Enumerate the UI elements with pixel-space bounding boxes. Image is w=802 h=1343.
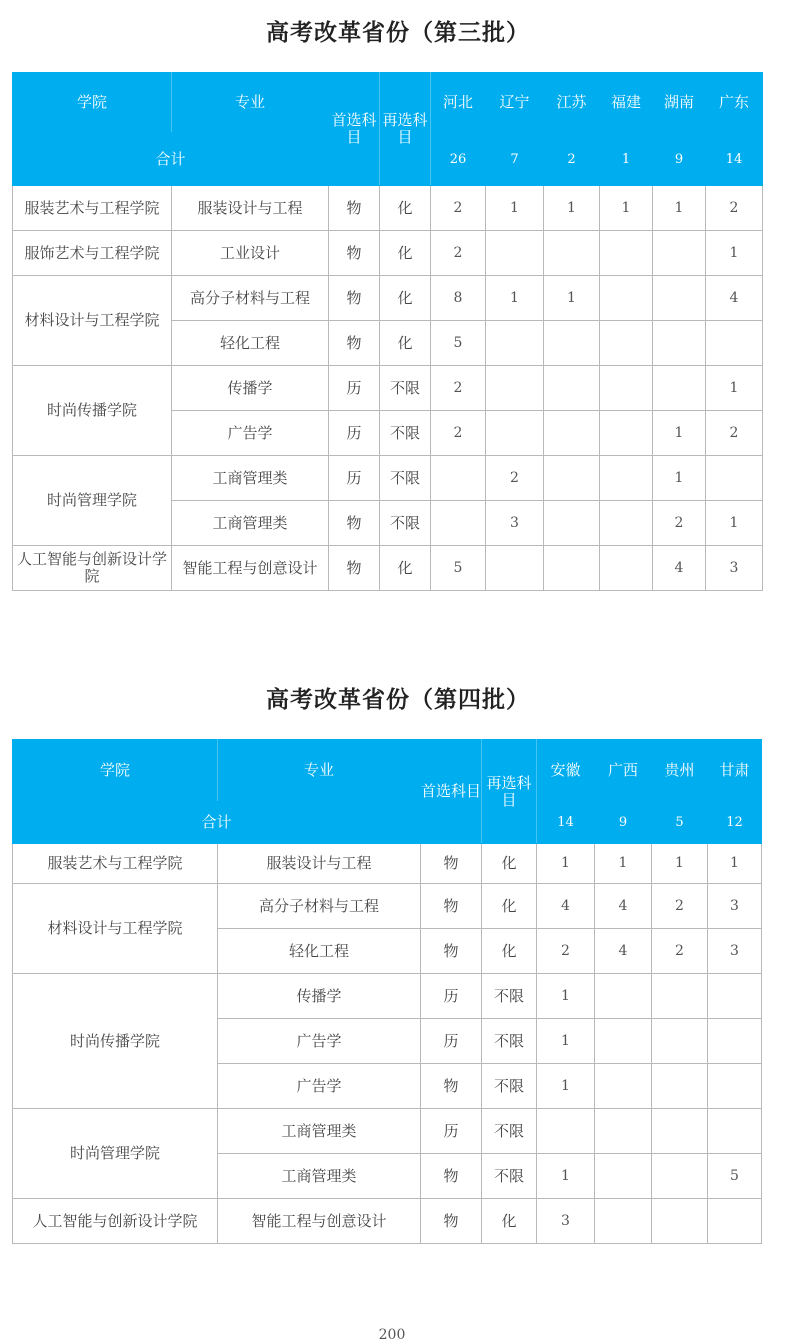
count-cell: 3	[706, 546, 763, 591]
second-subject-cell: 化	[482, 929, 537, 974]
college-cell: 时尚管理学院	[13, 1109, 218, 1199]
header-second-subject: 再选科目	[482, 740, 537, 844]
table-row	[13, 366, 763, 411]
count-cell: 2	[652, 929, 708, 974]
table-row	[13, 546, 763, 591]
count-cell: 2	[431, 231, 486, 276]
count-cell: 2	[652, 884, 708, 929]
count-cell	[653, 276, 706, 321]
first-subject-cell: 物	[329, 321, 380, 366]
header-total-label: 合计	[13, 133, 329, 186]
header-major: 专业	[172, 73, 329, 133]
college-cell: 材料设计与工程学院	[13, 276, 172, 366]
count-cell: 3	[537, 1199, 595, 1244]
table-row	[13, 276, 763, 321]
first-subject-cell: 物	[421, 884, 482, 929]
header-total-label: 合计	[13, 802, 421, 844]
count-cell: 1	[653, 186, 706, 231]
count-cell	[595, 974, 652, 1019]
count-cell: 4	[595, 884, 652, 929]
header-major: 专业	[218, 740, 421, 802]
batch4-title: 高考改革省份（第四批）	[266, 687, 530, 713]
header-first-subject: 首选科目	[329, 73, 380, 186]
header-college: 学院	[13, 73, 172, 133]
count-cell	[486, 321, 544, 366]
count-cell: 3	[708, 884, 762, 929]
major-cell: 工业设计	[172, 231, 329, 276]
count-cell	[600, 501, 653, 546]
second-subject-cell: 化	[482, 844, 537, 884]
second-subject-cell: 不限	[482, 1064, 537, 1109]
count-cell: 1	[544, 276, 600, 321]
table-row	[13, 884, 762, 929]
count-cell	[706, 321, 763, 366]
count-cell	[600, 321, 653, 366]
college-cell: 材料设计与工程学院	[13, 884, 218, 974]
table-row	[13, 1199, 762, 1244]
second-subject-cell: 化	[482, 884, 537, 929]
count-cell	[486, 546, 544, 591]
first-subject-cell: 物	[421, 1154, 482, 1199]
header-province: 广西	[595, 740, 652, 802]
header-total: 14	[706, 133, 763, 186]
count-cell: 4	[595, 929, 652, 974]
second-subject-cell: 化	[380, 231, 431, 276]
count-cell	[652, 1064, 708, 1109]
second-subject-cell: 不限	[482, 1019, 537, 1064]
page-number: 200	[378, 1327, 406, 1343]
count-cell	[652, 1199, 708, 1244]
first-subject-cell: 物	[421, 929, 482, 974]
count-cell	[600, 366, 653, 411]
header-province: 江苏	[544, 73, 600, 133]
count-cell: 5	[708, 1154, 762, 1199]
count-cell: 1	[537, 974, 595, 1019]
header-college: 学院	[13, 740, 218, 802]
college-cell: 人工智能与创新设计学院	[13, 546, 172, 591]
count-cell	[431, 501, 486, 546]
count-cell: 4	[653, 546, 706, 591]
count-cell: 1	[652, 844, 708, 884]
second-subject-cell: 不限	[380, 366, 431, 411]
count-cell	[600, 276, 653, 321]
count-cell	[652, 1019, 708, 1064]
count-cell	[706, 456, 763, 501]
college-cell: 时尚管理学院	[13, 456, 172, 546]
count-cell: 3	[486, 501, 544, 546]
batch3-title: 高考改革省份（第三批）	[266, 20, 530, 46]
count-cell	[653, 321, 706, 366]
header-second-subject: 再选科目	[380, 73, 431, 186]
count-cell: 1	[706, 231, 763, 276]
college-cell: 服饰艺术与工程学院	[13, 231, 172, 276]
count-cell	[652, 1154, 708, 1199]
header-province: 广东	[706, 73, 763, 133]
count-cell	[595, 1154, 652, 1199]
count-cell	[708, 974, 762, 1019]
header-province: 安徽	[537, 740, 595, 802]
count-cell	[544, 456, 600, 501]
count-cell: 2	[486, 456, 544, 501]
college-cell: 服装艺术与工程学院	[13, 186, 172, 231]
major-cell: 广告学	[172, 411, 329, 456]
college-cell: 人工智能与创新设计学院	[13, 1199, 218, 1244]
count-cell: 4	[706, 276, 763, 321]
count-cell: 2	[537, 929, 595, 974]
count-cell: 5	[431, 546, 486, 591]
count-cell: 1	[653, 456, 706, 501]
header-province: 甘肃	[708, 740, 762, 802]
major-cell: 工商管理类	[172, 456, 329, 501]
count-cell: 2	[706, 186, 763, 231]
major-cell: 传播学	[172, 366, 329, 411]
count-cell: 5	[431, 321, 486, 366]
count-cell: 1	[537, 1154, 595, 1199]
count-cell	[544, 366, 600, 411]
header-province: 湖南	[653, 73, 706, 133]
major-cell: 广告学	[218, 1019, 421, 1064]
count-cell: 1	[537, 1019, 595, 1064]
major-cell: 广告学	[218, 1064, 421, 1109]
count-cell	[486, 366, 544, 411]
count-cell: 1	[706, 366, 763, 411]
count-cell: 2	[431, 186, 486, 231]
first-subject-cell: 物	[329, 186, 380, 231]
count-cell	[600, 231, 653, 276]
count-cell: 8	[431, 276, 486, 321]
first-subject-cell: 物	[329, 276, 380, 321]
count-cell: 1	[486, 276, 544, 321]
count-cell: 1	[486, 186, 544, 231]
table-row	[13, 186, 763, 231]
count-cell: 2	[431, 366, 486, 411]
header-total: 26	[431, 133, 486, 186]
table-row	[13, 974, 762, 1019]
table-row	[13, 456, 763, 501]
major-cell: 工商管理类	[172, 501, 329, 546]
first-subject-cell: 历	[421, 1019, 482, 1064]
count-cell	[595, 1019, 652, 1064]
second-subject-cell: 不限	[482, 1154, 537, 1199]
first-subject-cell: 历	[421, 1109, 482, 1154]
header-province: 辽宁	[486, 73, 544, 133]
header-province: 福建	[600, 73, 653, 133]
second-subject-cell: 化	[380, 186, 431, 231]
count-cell	[653, 366, 706, 411]
major-cell: 轻化工程	[218, 929, 421, 974]
first-subject-cell: 历	[421, 974, 482, 1019]
count-cell	[544, 411, 600, 456]
count-cell	[486, 411, 544, 456]
major-cell: 智能工程与创意设计	[172, 546, 329, 591]
count-cell: 1	[706, 501, 763, 546]
batch4-table	[12, 739, 762, 1244]
header-total: 7	[486, 133, 544, 186]
second-subject-cell: 化	[380, 276, 431, 321]
first-subject-cell: 物	[421, 1199, 482, 1244]
count-cell	[652, 1109, 708, 1154]
major-cell: 服装设计与工程	[218, 844, 421, 884]
header-province: 贵州	[652, 740, 708, 802]
first-subject-cell: 物	[421, 1064, 482, 1109]
header-total: 5	[652, 802, 708, 844]
first-subject-cell: 历	[329, 366, 380, 411]
count-cell: 1	[653, 411, 706, 456]
table-row	[13, 844, 762, 884]
table-row	[13, 1109, 762, 1154]
count-cell: 2	[653, 501, 706, 546]
count-cell	[708, 1109, 762, 1154]
count-cell	[600, 411, 653, 456]
count-cell: 1	[544, 186, 600, 231]
header-total: 9	[595, 802, 652, 844]
count-cell	[544, 546, 600, 591]
count-cell: 1	[537, 844, 595, 884]
first-subject-cell: 历	[329, 411, 380, 456]
count-cell	[708, 1199, 762, 1244]
college-cell: 时尚传播学院	[13, 974, 218, 1109]
count-cell: 1	[595, 844, 652, 884]
header-total: 2	[544, 133, 600, 186]
header-total: 14	[537, 802, 595, 844]
first-subject-cell: 物	[329, 546, 380, 591]
major-cell: 高分子材料与工程	[172, 276, 329, 321]
major-cell: 工商管理类	[218, 1109, 421, 1154]
major-cell: 高分子材料与工程	[218, 884, 421, 929]
count-cell: 3	[708, 929, 762, 974]
count-cell	[486, 231, 544, 276]
count-cell	[708, 1019, 762, 1064]
header-total: 1	[600, 133, 653, 186]
major-cell: 智能工程与创意设计	[218, 1199, 421, 1244]
count-cell: 2	[431, 411, 486, 456]
count-cell: 4	[537, 884, 595, 929]
count-cell	[544, 231, 600, 276]
first-subject-cell: 物	[329, 501, 380, 546]
major-cell: 工商管理类	[218, 1154, 421, 1199]
count-cell	[595, 1199, 652, 1244]
second-subject-cell: 不限	[482, 1109, 537, 1154]
college-cell: 服装艺术与工程学院	[13, 844, 218, 884]
college-cell: 时尚传播学院	[13, 366, 172, 456]
second-subject-cell: 不限	[482, 974, 537, 1019]
count-cell	[544, 501, 600, 546]
count-cell: 2	[706, 411, 763, 456]
second-subject-cell: 化	[482, 1199, 537, 1244]
count-cell	[600, 456, 653, 501]
count-cell	[600, 546, 653, 591]
major-cell: 传播学	[218, 974, 421, 1019]
header-total: 9	[653, 133, 706, 186]
count-cell	[653, 231, 706, 276]
count-cell: 1	[600, 186, 653, 231]
table-row	[13, 231, 763, 276]
count-cell: 1	[537, 1064, 595, 1109]
header-province: 河北	[431, 73, 486, 133]
count-cell	[431, 456, 486, 501]
count-cell	[708, 1064, 762, 1109]
major-cell: 服装设计与工程	[172, 186, 329, 231]
second-subject-cell: 不限	[380, 456, 431, 501]
count-cell	[595, 1109, 652, 1154]
major-cell: 轻化工程	[172, 321, 329, 366]
second-subject-cell: 化	[380, 546, 431, 591]
header-total: 12	[708, 802, 762, 844]
first-subject-cell: 物	[329, 231, 380, 276]
first-subject-cell: 历	[329, 456, 380, 501]
second-subject-cell: 不限	[380, 501, 431, 546]
first-subject-cell: 物	[421, 844, 482, 884]
count-cell	[544, 321, 600, 366]
count-cell	[537, 1109, 595, 1154]
count-cell	[652, 974, 708, 1019]
batch3-table	[12, 72, 763, 591]
count-cell: 1	[708, 844, 762, 884]
second-subject-cell: 不限	[380, 411, 431, 456]
count-cell	[595, 1064, 652, 1109]
header-first-subject: 首选科目	[421, 740, 482, 844]
second-subject-cell: 化	[380, 321, 431, 366]
